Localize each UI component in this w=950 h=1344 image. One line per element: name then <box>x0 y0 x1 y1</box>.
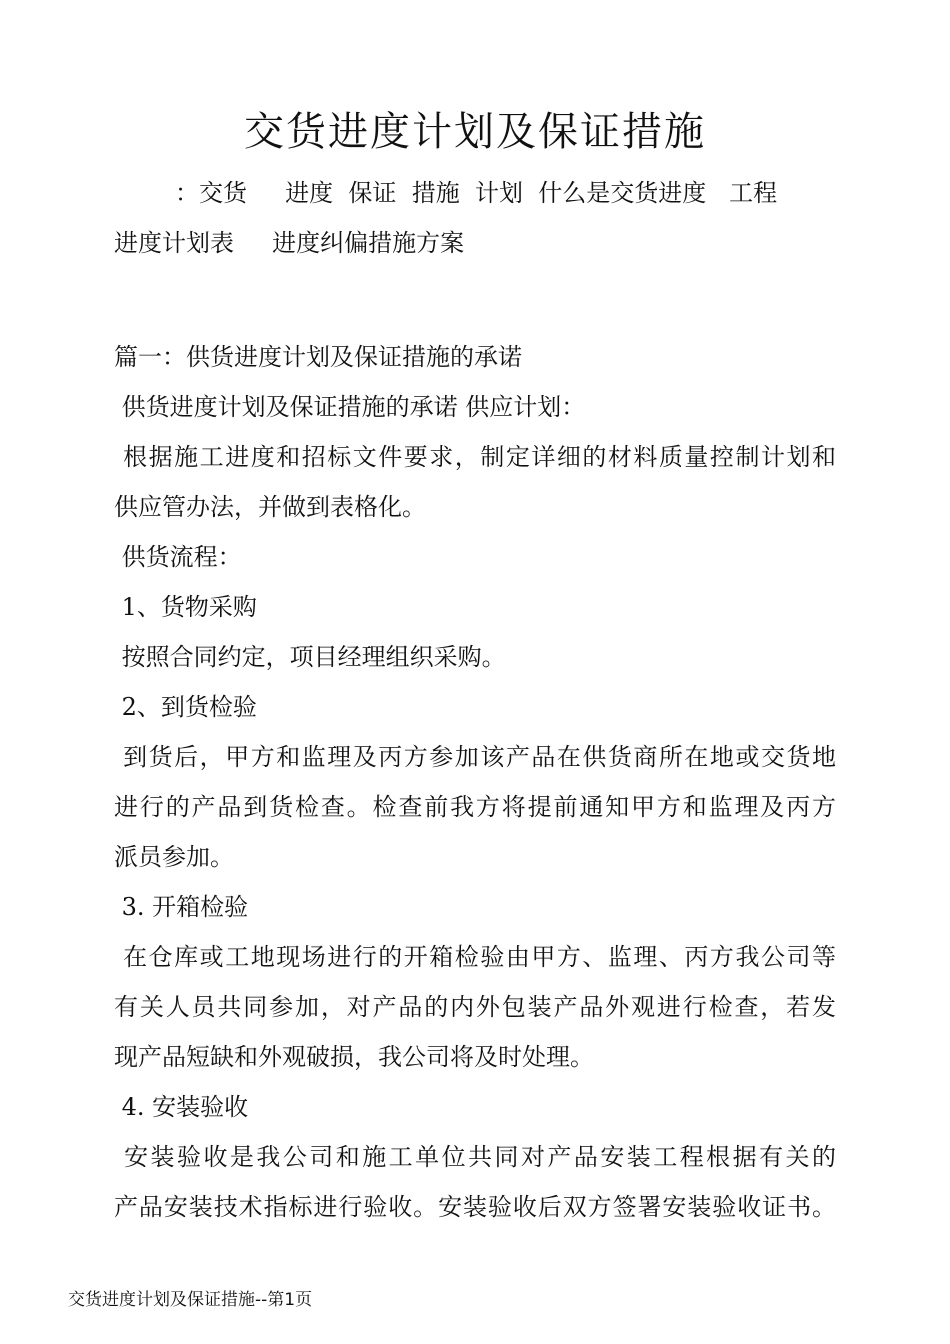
list-heading: 3. 开箱检验 <box>114 893 249 921</box>
paragraph-line: 产品安装技术指标进行验收。安装验收后双方签署安装验收证书。 <box>114 1193 836 1221</box>
paragraph-line: 派员参加。 <box>114 843 234 871</box>
document-body <box>114 332 836 1232</box>
list-heading: 4. 安装验收 <box>114 1093 249 1121</box>
paragraph-line: 到货后，甲方和监理及丙方参加该产品在供货商所在地或交货地 <box>114 743 836 771</box>
paragraph-line: 安装验收是我公司和施工单位共同对产品安装工程根据有关的 <box>114 1143 836 1171</box>
list-heading: 1、货物采购 <box>114 593 257 621</box>
keywords-line: 进度计划表 进度纠偏措施方案 <box>114 229 465 257</box>
paragraph-line: 供货进度计划及保证措施的承诺 供应计划： <box>114 393 586 421</box>
keywords-block <box>114 168 836 268</box>
section-heading: 篇一：供货进度计划及保证措施的承诺 <box>114 343 522 371</box>
keywords-line: ：交货 进度 保证 措施 计划 什么是交货进度 工程 <box>114 179 778 207</box>
paragraph-line: 现产品短缺和外观破损，我公司将及时处理。 <box>114 1043 594 1071</box>
paragraph-line: 有关人员共同参加，对产品的内外包装产品外观进行检查，若发 <box>114 993 836 1021</box>
paragraph-line: 供货流程： <box>114 543 242 571</box>
document-title: 交货进度计划及保证措施 <box>244 109 706 155</box>
list-heading: 2、到货检验 <box>114 693 257 721</box>
page-footer: 交货进度计划及保证措施--第1页 <box>68 1290 313 1310</box>
paragraph-line: 供应管办法，并做到表格化。 <box>114 493 426 521</box>
paragraph-line: 进行的产品到货检查。检查前我方将提前通知甲方和监理及丙方 <box>114 793 836 821</box>
paragraph-line: 在仓库或工地现场进行的开箱检验由甲方、监理、丙方我公司等 <box>114 943 836 971</box>
paragraph-line: 按照合同约定，项目经理组织采购。 <box>114 643 506 671</box>
paragraph-line: 根据施工进度和招标文件要求，制定详细的材料质量控制计划和 <box>114 443 836 471</box>
